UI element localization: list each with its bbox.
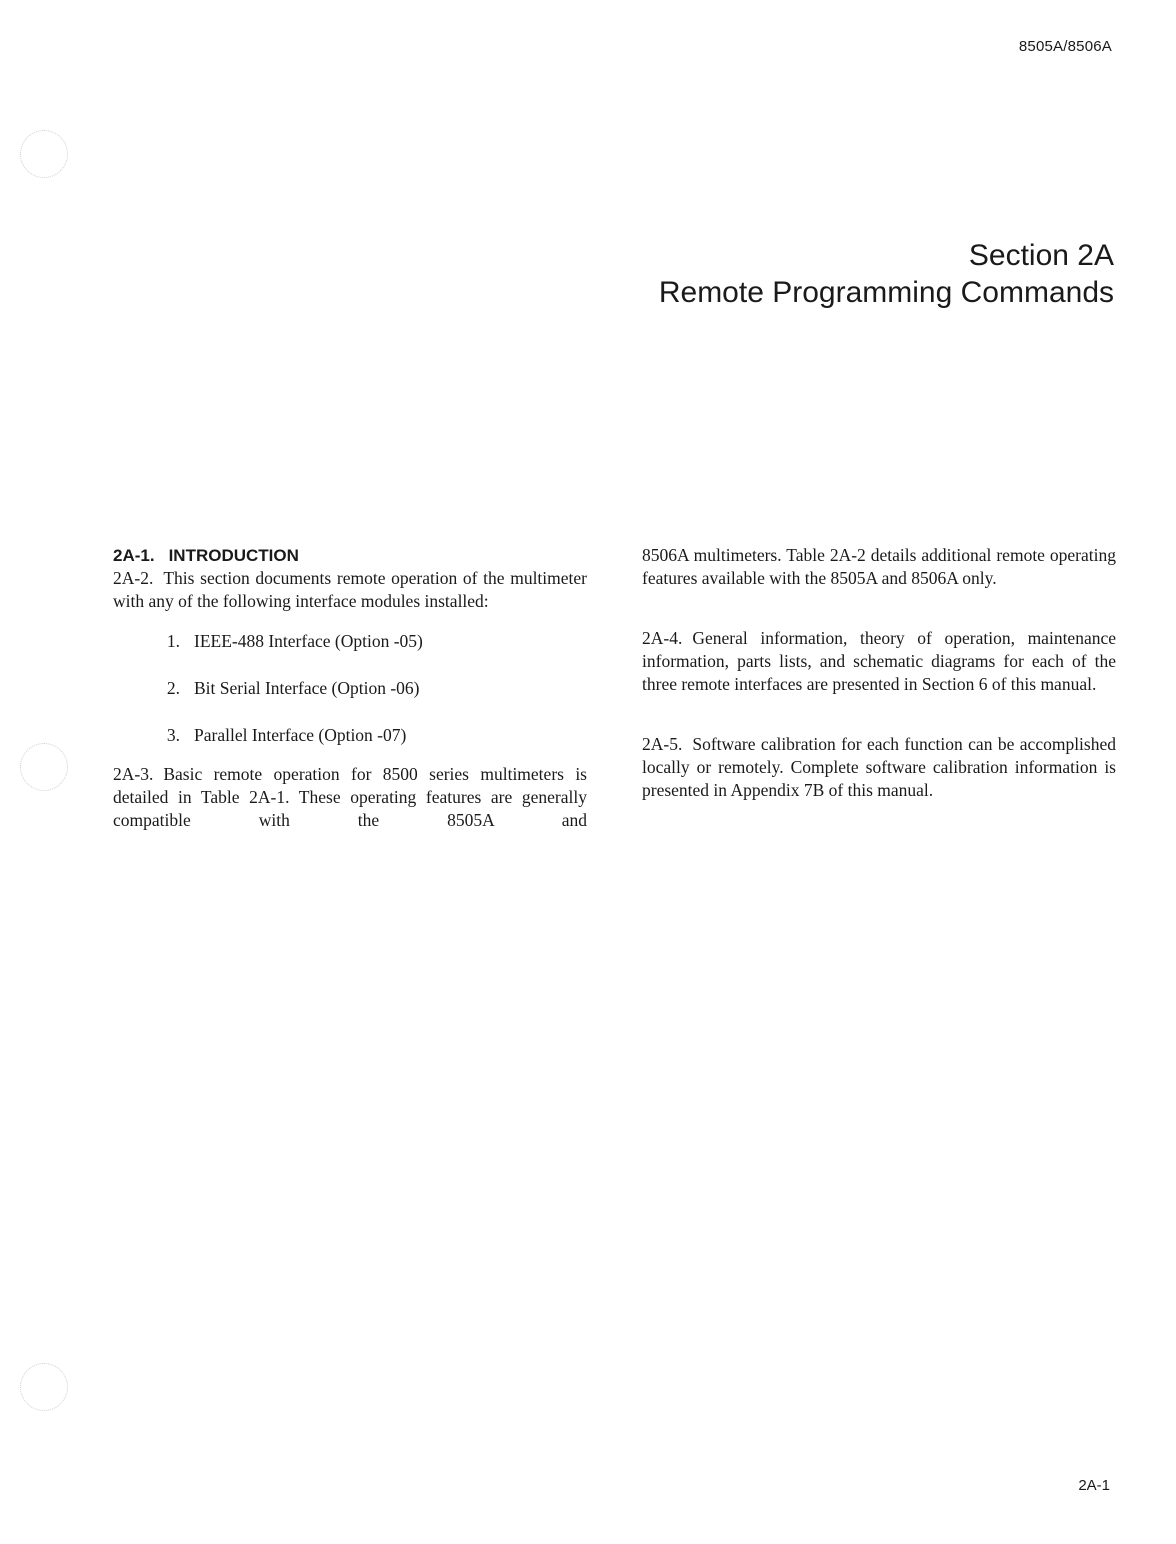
introduction-number: 2A-1. [113,546,155,565]
page-number: 2A-1 [1078,1477,1110,1494]
paragraph-number: 2A-5. [642,734,683,754]
paragraph-2a-2 [113,567,587,613]
paragraph-2a-3-part2: 8506A multimeters. Table 2A-2 details additional remote operating features available with the 8505A and 8506A only. [642,545,1116,588]
introduction-heading [113,544,587,567]
binder-hole-bottom [20,1363,68,1411]
binder-hole-middle [20,743,68,791]
list-item-label: Parallel Interface (Option -07) [194,725,407,745]
list-item-number: 2. [166,678,180,698]
section-title: Remote Programming Commands [658,276,1114,309]
interface-list [113,630,587,747]
paragraph-text: General information, theory of operation, maintenance information, parts lists, and schematic diagrams for each of the three remote interfaces are presented in Section 6 of this manual. [642,628,1116,694]
list-item-label: Bit Serial Interface (Option -06) [194,678,420,698]
list-item-label: IEEE-488 Interface (Option -05) [194,631,423,651]
list-item [113,724,587,747]
list-item-number: 1. [166,631,180,651]
right-column [642,544,1116,802]
left-column [113,544,587,832]
paragraph-text: This section documents remote operation of the multimeter with any of the following interface modules installed: [113,568,587,611]
document-model-number: 8505A/8506A [1018,38,1112,55]
paragraph-text: Basic remote operation for 8500 series multimeters is detailed in Table 2A-1. These operating features are generally compatible with the 8505A and [113,764,587,830]
paragraph-2a-5 [642,733,1116,802]
paragraph-2a-3-part1 [113,763,587,832]
paragraph-number: 2A-2. [113,568,154,588]
paragraph-number: 2A-4. [642,628,683,648]
paragraph-text: Software calibration for each function can be accomplished locally or remotely. Complete software calibration information is presented in Appendix 7B of this manual. [642,734,1116,800]
list-item-number: 3. [166,725,180,745]
list-item [113,630,587,653]
list-item [113,677,587,700]
binder-hole-top [20,130,68,178]
paragraph-2a-4 [642,627,1116,696]
introduction-title: INTRODUCTION [168,546,299,565]
section-number: Section 2A [968,239,1114,272]
paragraph-number: 2A-3. [113,764,154,784]
section-heading [659,237,1114,311]
